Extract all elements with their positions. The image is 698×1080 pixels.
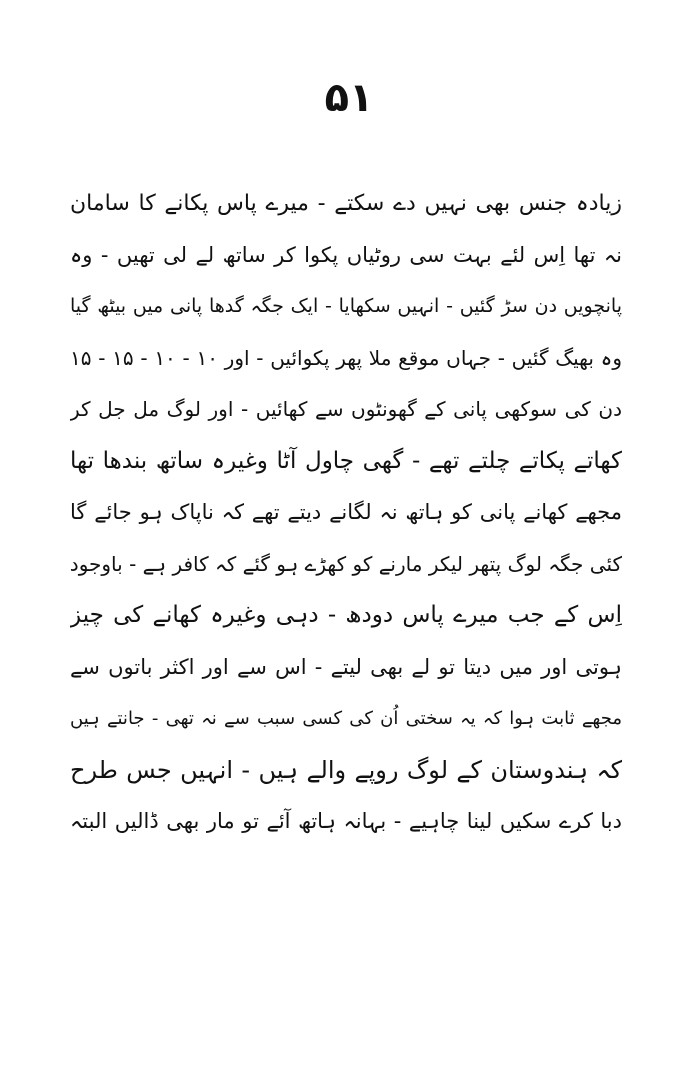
text-line: مجھے ثابت ہوا کہ یہ سختی اُن کی کسی سبب سے نہ تھی - جانتے ہیں [70, 708, 622, 729]
text-line: دن کی سوکھی پانی کے گھونٹوں سے کھائیں - اور لوگ مل جل کر [70, 397, 622, 421]
text-line: کہ ہندوستان کے لوگ روپے والے ہیں - انہیں جس طرح [70, 755, 622, 784]
text-line: کھاتے پکاتے چلتے تھے - گھی چاول آٹا وغیرہ ساتھ بندھا تھا [70, 447, 622, 474]
text-line: زیادہ جنس بھی نہیں دے سکتے - میرے پاس پکانے کا سامان [70, 191, 622, 216]
text-line: دبا کرے سکیں لینا چاہیے - بہانہ ہاتھ آئے تو مار بھی ڈالیں البتہ [70, 809, 622, 833]
text-line: پانچویں دن سڑ گئیں - انہیں سکھایا - ایک جگہ گدھا پانی میں بیٹھ گیا [70, 295, 622, 317]
text-line: مجھے کھانے پانی کو ہاتھ نہ لگانے دیتے تھے کہ ناپاک ہو جائے گا [70, 500, 622, 524]
page-number: ۵۱ [324, 75, 374, 121]
text-line: ہوتی اور میں دیتا تو لے بھی لیتے - اس سے اور اکثر باتوں سے [70, 654, 622, 679]
text-line: کئی جگہ لوگ پتھر لیکر مارنے کو کھڑے ہو گئے کہ کافر ہے - باوجود [70, 551, 622, 576]
text-line: وہ بھیگ گئیں - جہاں موقع ملا پھر پکوائیں - اور ۱۰ - ۱۰ - ۱۵ - ۱۵ [70, 345, 622, 370]
text-line: نہ تھا اِس لئے بہت سی روٹیاں پکوا کر ساتھ لے لی تھیں - وہ [70, 242, 622, 267]
text-line: اِس کے جب میرے پاس دودھ - دہی وغیرہ کھانے کی چیز [70, 602, 622, 628]
body-text [70, 178, 622, 848]
